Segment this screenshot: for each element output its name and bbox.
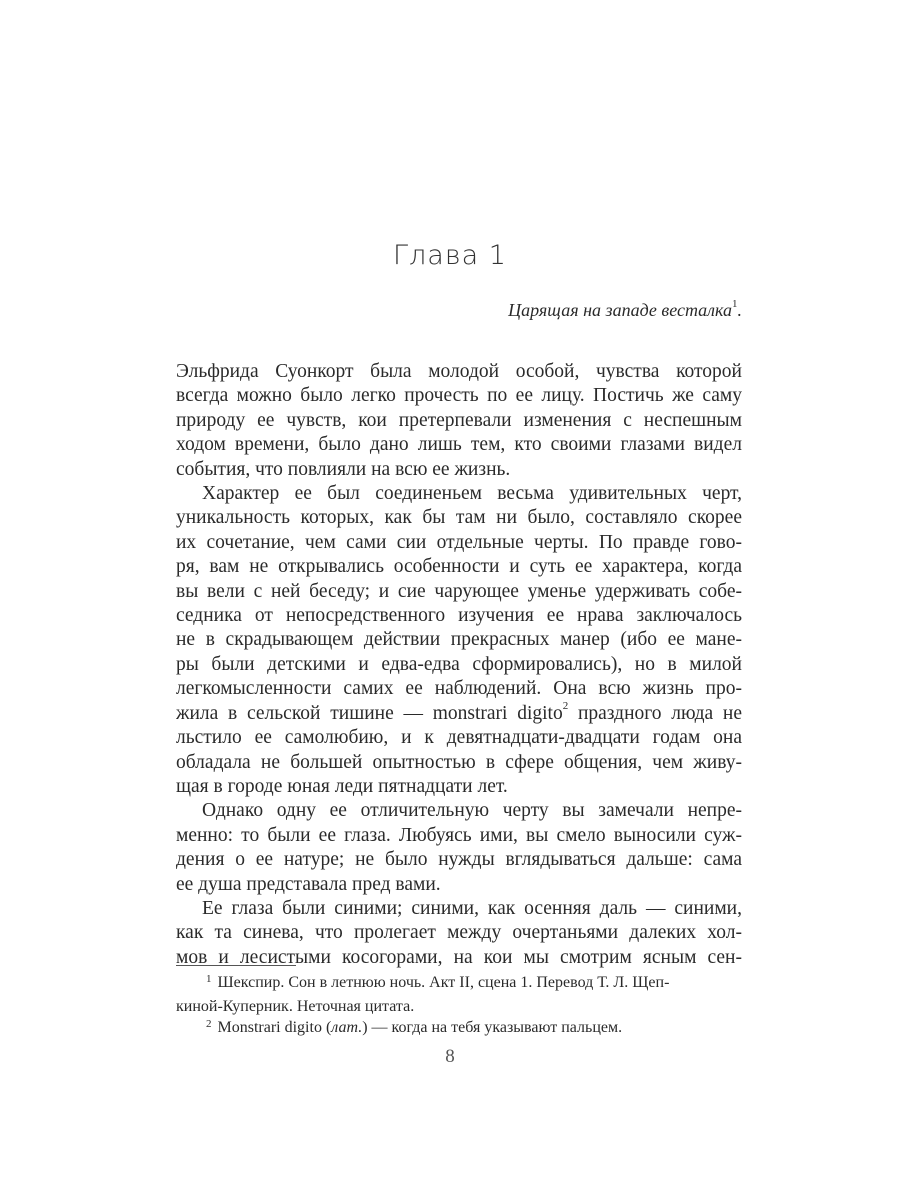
- text-line: Ее глаза были синими; синими, как осенняя даль — синими,: [202, 897, 742, 919]
- text-line: события, что повлияли на всю ее жизнь.: [176, 458, 511, 480]
- text-line: легкомысленности самих ее наблюдений. Она всю жизнь про-: [176, 678, 742, 700]
- footnote-text: ) — когда на тебя указывают пальцем.: [362, 1019, 623, 1036]
- text-line: уникальность которых, как бы там ни было, составляло скорее: [176, 507, 742, 529]
- footnote-ref-1[interactable]: 1: [732, 298, 738, 310]
- text-line: Эльфрида Суонкорт была молодой особой, чувства которой: [176, 361, 742, 382]
- paragraph-3: [176, 799, 742, 897]
- footnote-text: Шекспир. Сон в летнюю ночь. Акт II, сцена 1. Перевод Т. Л. Щеп-: [217, 974, 670, 991]
- footnote-ref-2[interactable]: 2: [562, 701, 569, 713]
- paragraph-4: [176, 897, 742, 970]
- text-line: Однако одну ее отличительную черту вы замечали непре-: [202, 800, 742, 822]
- chapter-title: Глава 1: [393, 240, 507, 271]
- body-text: [176, 360, 742, 970]
- footnote-number: 2: [206, 1018, 212, 1030]
- footnotes: [176, 972, 742, 1041]
- text-fragment: жила в сельской тишине — monstrari digito: [176, 702, 563, 724]
- text-line: вы вели с ней беседу; и сие чарующее уменье удерживать собе-: [176, 580, 742, 602]
- footnote-text: Monstrari digito (: [217, 1019, 332, 1036]
- text-line: щая в городе юная леди пятнадцати лет.: [176, 775, 508, 797]
- text-line: менно: то были ее глаза. Любуясь ими, вы смело выносили суж-: [176, 824, 742, 846]
- footnote-italic: лат.: [331, 1019, 363, 1036]
- footnote-2: [176, 1017, 742, 1041]
- text-line: ры были детскими и едва-едва сформировались), но в милой: [176, 653, 742, 675]
- text-line: всегда можно было легко прочесть по ее лицу. Постичь же саму: [176, 385, 742, 407]
- epigraph-period: .: [737, 300, 742, 320]
- page-number: 8: [445, 1046, 455, 1067]
- footnote-divider: [176, 965, 296, 966]
- text-line: льстило ее самолюбию, и к девятнадцати-двадцати годам она: [176, 727, 742, 749]
- text-line: ее душа представала пред вами.: [176, 873, 441, 895]
- text-line: их сочетание, чем сами сии отдельные черты. По правде гово-: [176, 531, 742, 553]
- epigraph: [508, 300, 742, 321]
- footnote-number: 1: [206, 973, 212, 985]
- text-line: как та синева, что пролегает между очертаньями далеких хол-: [176, 922, 742, 944]
- text-line: ходом времени, было дано лишь тем, кто своими глазами видел: [176, 434, 742, 456]
- paragraph-2: [176, 482, 742, 799]
- text-fragment: праздного люда не: [568, 702, 742, 724]
- footnote-text: киной-Куперник. Неточная цитата.: [176, 997, 415, 1015]
- footnote-1: [176, 972, 742, 1017]
- text-line: Характер ее был соединеньем весьма удивительных черт,: [202, 483, 742, 505]
- text-line: [176, 702, 742, 726]
- paragraph-1: [176, 360, 742, 482]
- text-line: не в скрадывающем действии прекрасных манер (ибо ее мане-: [176, 629, 742, 651]
- epigraph-text: Царящая на западе весталка: [508, 300, 732, 320]
- text-line: мов и лесистыми косогорами, на кои мы смотрим ясным сен-: [176, 946, 742, 968]
- text-line: ря, вам не открывались особенности и суть ее характера, когда: [176, 556, 742, 578]
- text-line: природу ее чувств, кои претерпевали изменения с неспешным: [176, 409, 742, 431]
- text-line: обладала не большей опытностью в сфере общения, чем живу-: [176, 751, 742, 773]
- text-line: дения о ее натуре; не было нужды вглядываться дальше: сама: [176, 849, 742, 871]
- text-line: седника от непосредственного изучения ее нрава заключалось: [176, 605, 742, 627]
